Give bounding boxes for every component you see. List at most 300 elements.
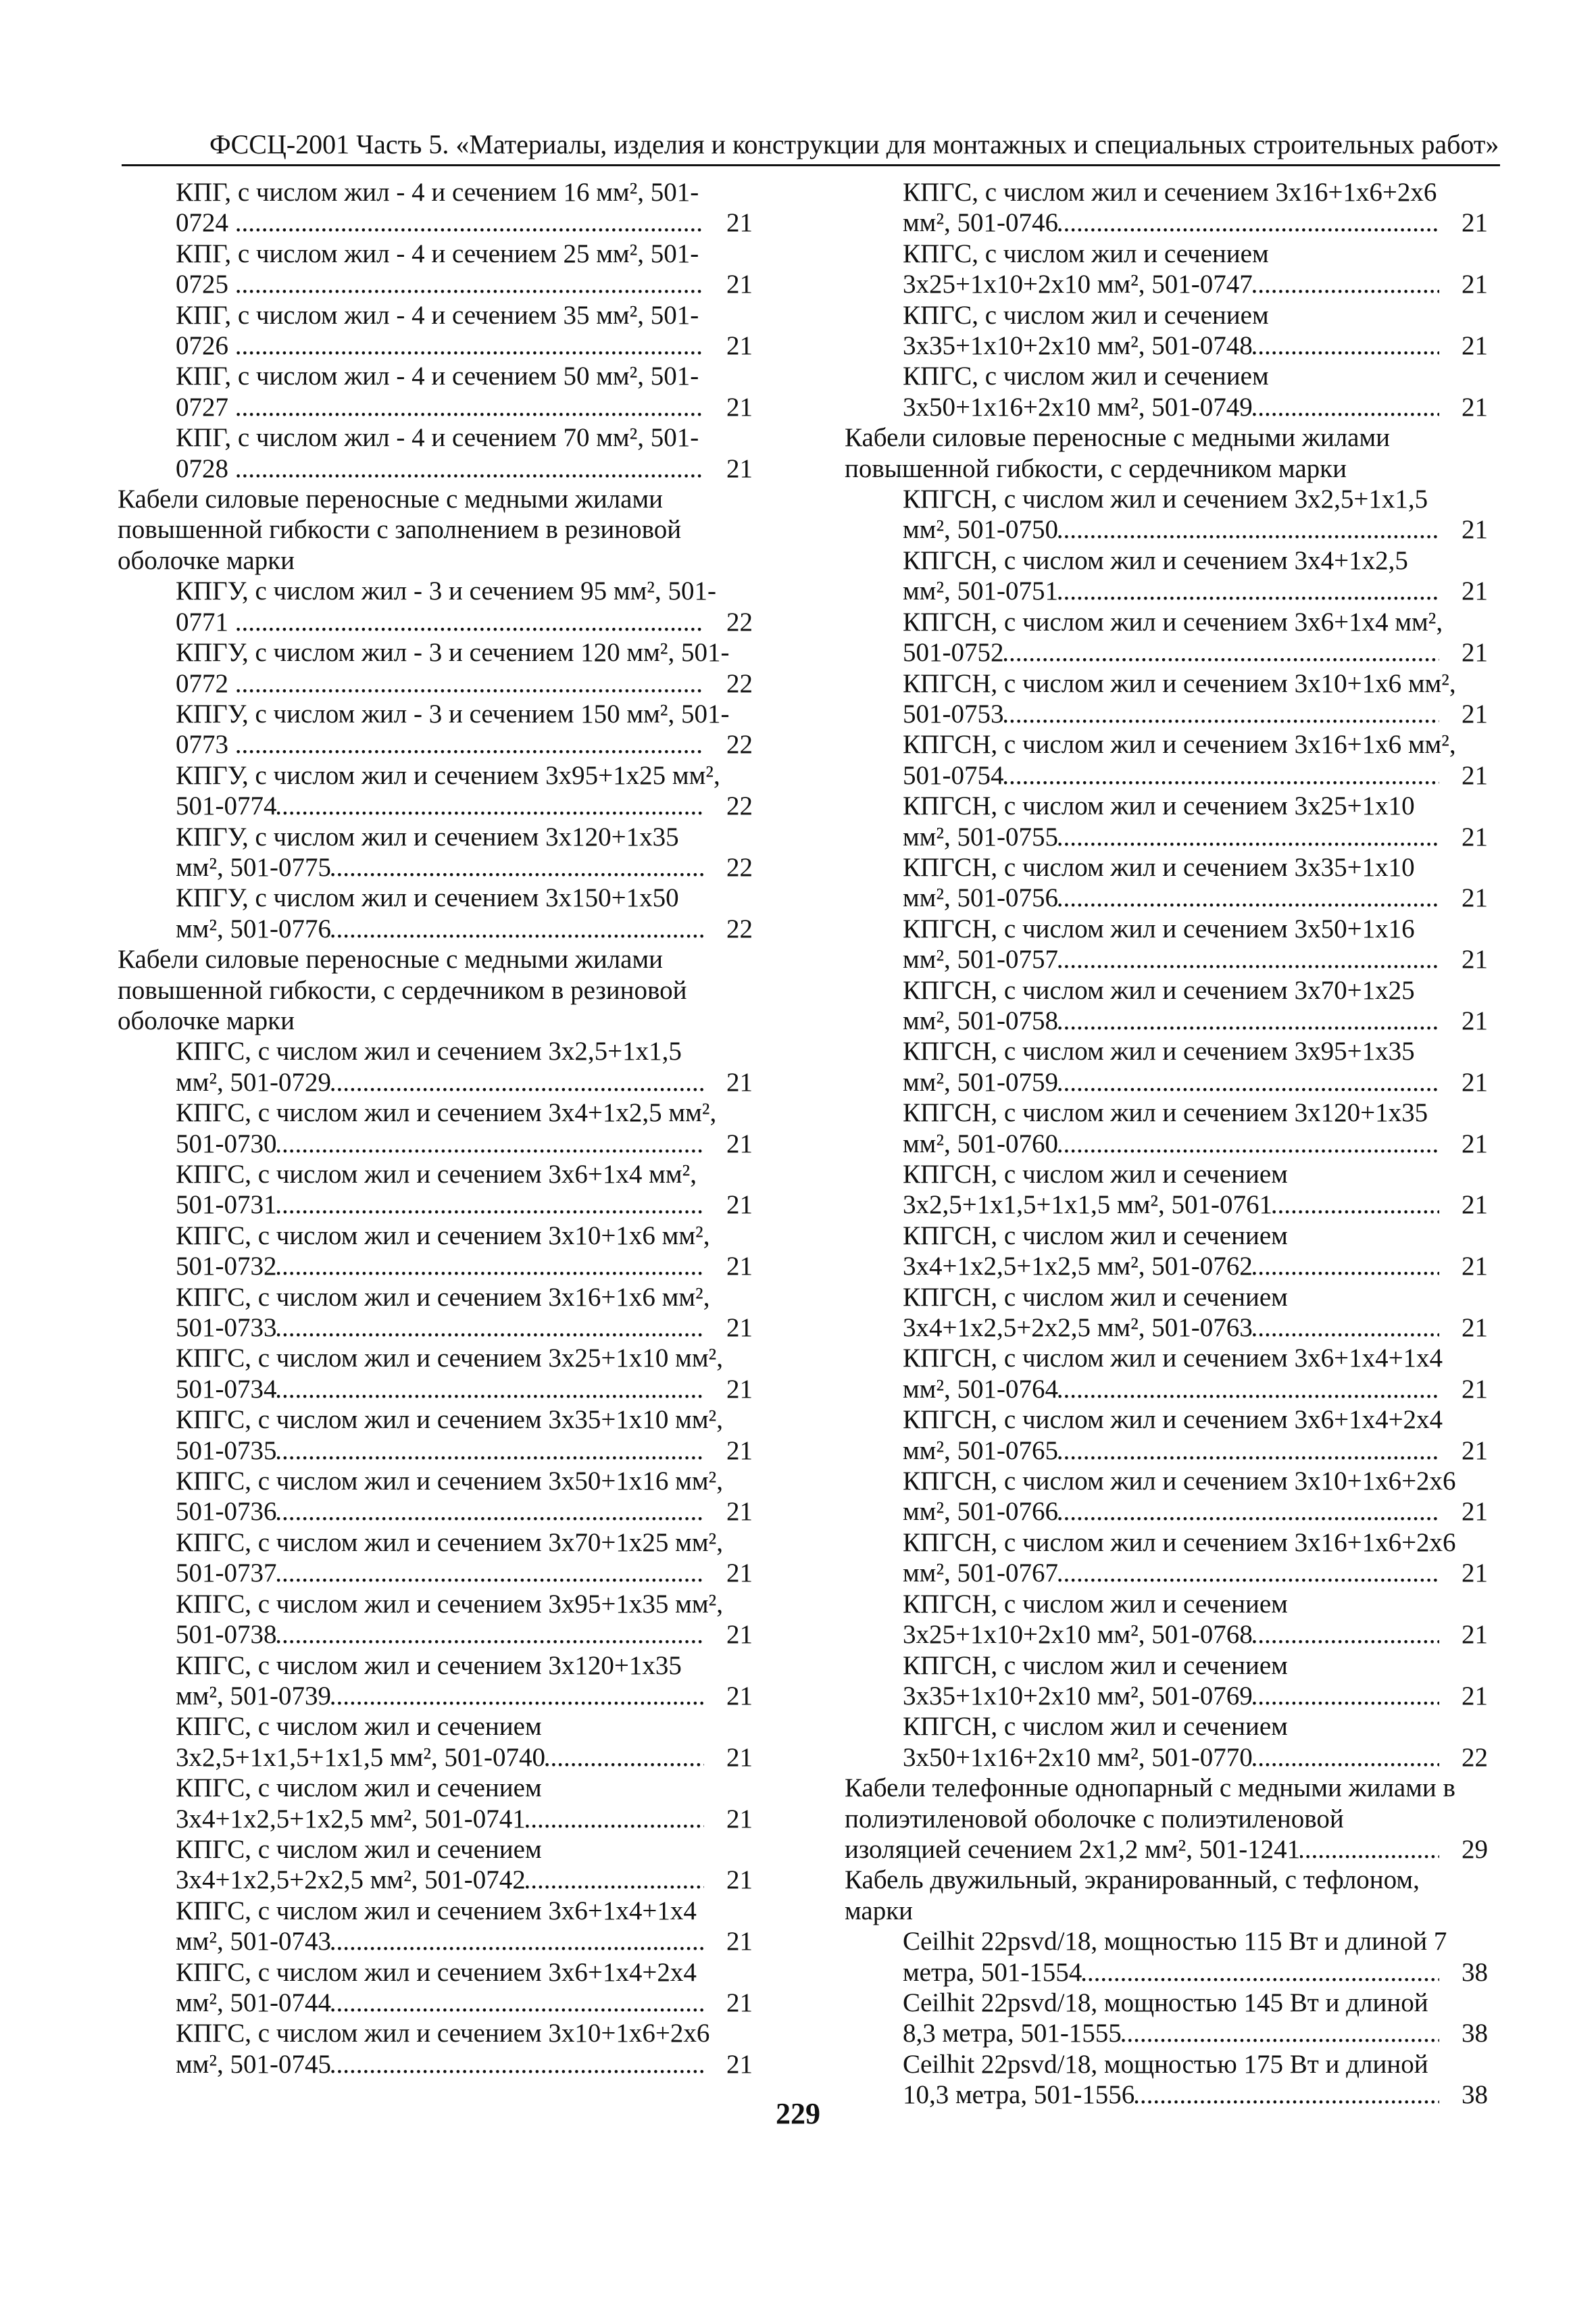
entry-text-line: КПГ, с числом жил - 4 и сечением 16 мм², 501-: [176, 178, 699, 207]
entry-text-line: КПГСН, с числом жил и сечением 3x16+1x6+2x6: [903, 1527, 1456, 1557]
entry-leader-line: [903, 1189, 1439, 1220]
entry-code: 3x35+1x10+2x10 мм², 501-0748: [903, 331, 1253, 361]
entry-leader-line: [903, 330, 1439, 361]
entry-leader-line: [903, 944, 1439, 975]
entry-leader-line: [903, 269, 1439, 299]
entry-text-line: КПГСН, с числом жил и сечением 3x10+1x6 мм²,: [903, 668, 1456, 698]
dot-leader: [236, 269, 704, 299]
index-entry: [118, 1036, 753, 1098]
entry-leader-line: [176, 1804, 704, 1834]
entry-page-ref: 21: [726, 453, 753, 483]
entry-page-ref: 22: [726, 607, 753, 637]
entry-page-ref: 21: [726, 392, 753, 422]
dot-leader: [1253, 1312, 1439, 1343]
entry-text-line: КПГУ, с числом жил и сечением 3x95+1x25 мм²,: [176, 760, 720, 790]
entry-page-ref: 21: [726, 1558, 753, 1588]
entry-code: мм², 501-0750: [903, 515, 1059, 545]
entry-text-line: КПГСН, с числом жил и сечением: [903, 1221, 1288, 1250]
entry-leader-line: [176, 791, 704, 821]
entry-leader-line: [903, 1006, 1439, 1036]
index-entry: [845, 1343, 1488, 1404]
entry-text-line: КПГСН, с числом жил и сечением 3x50+1x16: [903, 914, 1415, 943]
entry-text-line: КПГС, с числом жил и сечением 3x35+1x10 мм²,: [176, 1405, 723, 1435]
entry-text-line: КПГСН, с числом жил и сечением: [903, 1712, 1288, 1742]
entry-page-ref: 21: [1462, 1558, 1488, 1588]
entry-page-ref: 21: [1462, 638, 1488, 668]
index-entry: [118, 361, 753, 422]
entry-page-ref: 38: [1462, 2080, 1488, 2110]
entry-leader-line: [176, 1189, 704, 1220]
index-entry: [845, 300, 1488, 362]
index-entry: [845, 1221, 1488, 1282]
entry-page-ref: 21: [1462, 1067, 1488, 1097]
entry-text-line: КПГС, с числом жил и сечением 3x6+1x4+2x4: [176, 1957, 697, 1987]
index-entry: [845, 1650, 1488, 1712]
dot-leader: [1058, 1067, 1439, 1098]
entry-page-ref: 21: [1462, 392, 1488, 422]
entry-leader-line: [903, 1957, 1439, 1988]
entry-text-line: КПГС, с числом жил и сечением: [903, 300, 1269, 330]
entry-text-line: КПГС, с числом жил и сечением 3x2,5+1x1,5: [176, 1037, 682, 1066]
entry-text-line: КПГСН, с числом жил и сечением 3x4+1x2,5: [903, 545, 1408, 575]
dot-leader: [236, 668, 704, 699]
index-entry: [118, 822, 753, 883]
dot-leader: [1272, 1189, 1439, 1220]
dot-leader: [1058, 822, 1439, 852]
dot-leader: [236, 453, 704, 484]
entry-text-line: оболочке марки: [118, 545, 295, 575]
entry-leader-line: 0725 .....: [236, 269, 704, 299]
entry-text-line: КПГСН, с числом жил и сечением 3x6+1x4+1x4: [903, 1344, 1443, 1373]
dot-leader: [277, 1374, 705, 1404]
entry-leader-line: [176, 1312, 704, 1343]
index-entry: [118, 1466, 753, 1527]
entry-text-line: оболочке марки: [118, 1006, 295, 1035]
entry-page-ref: 22: [726, 668, 753, 698]
entry-text-line: КПГС, с числом жил и сечением 3x70+1x25 мм²,: [176, 1527, 723, 1557]
dot-leader: [1058, 883, 1439, 913]
entry-leader-line: [903, 699, 1439, 729]
entry-code: мм², 501-0760: [903, 1129, 1059, 1158]
entry-page-ref: 22: [726, 791, 753, 821]
entry-text-line: КПГСН, с числом жил и сечением 3x35+1x10: [903, 852, 1415, 882]
entry-code: метра, 501-1554: [903, 1957, 1082, 1987]
entry-page-ref: 21: [726, 208, 753, 238]
index-entry: [118, 1896, 753, 1957]
index-entry: [118, 300, 753, 362]
entry-code: 501-0774: [176, 791, 277, 821]
entry-code: 3x4+1x2,5+1x2,5 мм², 501-0762: [903, 1252, 1253, 1281]
dot-leader: [1058, 1435, 1439, 1466]
index-entry: [845, 975, 1488, 1037]
entry-text-line: КПГС, с числом жил и сечением: [903, 239, 1269, 268]
entry-code: мм², 501-0744: [176, 1988, 332, 2017]
index-entry: [845, 545, 1488, 607]
entry-page-ref: 22: [1462, 1742, 1488, 1772]
entry-leader-line: [903, 822, 1439, 852]
dot-leader: [1253, 1619, 1439, 1650]
dot-leader: [236, 207, 704, 238]
dot-leader: [1058, 1496, 1439, 1527]
entry-text-line: КПГСН, с числом жил и сечением: [903, 1282, 1288, 1312]
entry-text-line: КПГ, с числом жил - 4 и сечением 35 мм², 501-: [176, 300, 699, 330]
entry-page-ref: 21: [1462, 883, 1488, 913]
entry-text-line: КПГСН, с числом жил и сечением 3x95+1x35: [903, 1037, 1415, 1066]
index-category: [845, 1865, 1488, 1926]
index-entry: [118, 576, 753, 637]
entry-code: мм², 501-0746: [903, 208, 1059, 238]
running-header: [122, 107, 1500, 166]
index-entry: [845, 361, 1488, 422]
dot-leader: [277, 1312, 705, 1343]
dot-leader: [1253, 1742, 1439, 1773]
dot-leader: [1058, 944, 1439, 975]
dot-leader: [236, 607, 704, 637]
dot-leader: [526, 1865, 704, 1895]
entry-code: 3x35+1x10+2x10 мм², 501-0769: [903, 1681, 1253, 1710]
entry-code: 8,3 метра, 501-1555: [903, 2019, 1122, 2048]
entry-leader-line: [176, 1435, 704, 1466]
entry-text-line: КПГС, с числом жил и сечением 3x120+1x35: [176, 1650, 682, 1680]
dot-leader: [1058, 514, 1439, 545]
dot-leader: [236, 729, 704, 760]
dot-leader: [1253, 392, 1439, 422]
entry-text-line: КПГ, с числом жил - 4 и сечением 70 мм², 501-: [176, 423, 699, 453]
dot-leader: [1082, 1957, 1439, 1988]
index-entry: [845, 729, 1488, 791]
entry-text-line: повышенной гибкости с заполнением в резиновой: [118, 515, 682, 545]
index-column-left: [118, 177, 753, 2079]
entry-page-ref: 21: [726, 1497, 753, 1527]
index-entry: [118, 1159, 753, 1221]
entry-leader-line: [903, 514, 1439, 545]
entry-text-line: Ceilhit 22psvd/18, мощностью 175 Вт и длиной: [903, 2049, 1428, 2079]
entry-leader-line: 0727 .....: [236, 392, 704, 422]
entry-text-line: КПГС, с числом жил и сечением 3x10+1x6 мм²,: [176, 1221, 710, 1250]
entry-page-ref: 21: [726, 1190, 753, 1220]
dot-leader: [545, 1742, 704, 1773]
entry-code: 3x4+1x2,5+1x2,5 мм², 501-0741: [176, 1804, 526, 1833]
entry-code: мм², 501-0775: [176, 852, 332, 882]
entry-code: 501-0754: [903, 760, 1004, 790]
index-entry: [845, 1036, 1488, 1098]
entry-page-ref: 38: [1462, 1957, 1488, 1987]
entry-page-ref: 21: [1462, 515, 1488, 545]
entry-text-line: КПГС, с числом жил и сечением 3x95+1x35 мм²,: [176, 1589, 723, 1619]
entry-page-ref: 21: [726, 1742, 753, 1772]
entry-page-ref: 21: [1462, 1681, 1488, 1710]
dot-leader: [277, 1251, 705, 1281]
entry-text-line: КПГСН, с числом жил и сечением 3x25+1x10: [903, 791, 1415, 821]
entry-text-line: КПГСН, с числом жил и сечением 3x16+1x6 мм²,: [903, 730, 1456, 760]
entry-text-line: Кабели телефонные однопарный с медными жилами в: [845, 1773, 1455, 1803]
entry-leader-line: [176, 1129, 704, 1159]
entry-page-ref: 21: [726, 1067, 753, 1097]
index-entry: [845, 1589, 1488, 1650]
entry-leader-line: [176, 914, 704, 944]
index-entry: [845, 668, 1488, 730]
entry-code: мм², 501-0765: [903, 1435, 1059, 1465]
entry-code: 501-0752: [903, 638, 1004, 668]
entry-page-ref: 21: [1462, 576, 1488, 606]
index-entry: [845, 484, 1488, 545]
entry-leader-line: [903, 1558, 1439, 1588]
entry-text-line: повышенной гибкости, с сердечником марки: [845, 453, 1347, 483]
entry-page-ref: 21: [1462, 331, 1488, 361]
index-category: [845, 1773, 1488, 1865]
entry-code: 3x25+1x10+2x10 мм², 501-0768: [903, 1620, 1253, 1650]
dot-leader: [526, 1804, 704, 1834]
dot-leader: [277, 1435, 705, 1466]
entry-code: 10,3 метра, 501-1556: [903, 2080, 1135, 2110]
index-entry: [118, 699, 753, 760]
entry-page-ref: 21: [726, 2049, 753, 2079]
dot-leader: [277, 1558, 705, 1588]
entry-text-line: КПГСН, с числом жил и сечением: [903, 1650, 1288, 1680]
entry-code: 3x25+1x10+2x10 мм², 501-0747: [903, 270, 1253, 299]
entry-code: мм², 501-0766: [903, 1497, 1059, 1527]
entry-text-line: Кабели силовые переносные с медными жилами: [118, 485, 664, 514]
entry-text-line: Кабели силовые переносные с медными жилами: [118, 945, 664, 975]
index-entry: [845, 1098, 1488, 1159]
entry-text-line: КПГС, с числом жил и сечением: [176, 1834, 542, 1864]
entry-text-line: марки: [845, 1896, 914, 1925]
entry-leader-line: [176, 1988, 704, 2018]
entry-text-line: КПГ, с числом жил - 4 и сечением 25 мм², 501-: [176, 239, 699, 268]
entry-leader-line: [903, 207, 1439, 238]
entry-page-ref: 21: [726, 1252, 753, 1281]
dot-leader: [1058, 1374, 1439, 1404]
entry-code: мм², 501-0767: [903, 1558, 1059, 1588]
entry-leader-line: [903, 2018, 1439, 2048]
index-entry: [845, 791, 1488, 852]
index-entry: [845, 1926, 1488, 1988]
entry-text-line: КПГСН, с числом жил и сечением 3x6+1x4 мм²,: [903, 607, 1443, 637]
entry-page-ref: 22: [726, 852, 753, 882]
index-entry: [845, 177, 1488, 239]
entry-leader-line: [176, 1374, 704, 1404]
index-entry: [118, 1957, 753, 2019]
entry-text-line: повышенной гибкости, с сердечником в резиновой: [118, 975, 687, 1005]
entry-text-line: Ceilhit 22psvd/18, мощностью 145 Вт и длиной: [903, 1988, 1428, 2017]
entry-code: мм², 501-0758: [903, 1006, 1059, 1035]
entry-leader-line: 0771 .....: [236, 607, 704, 637]
entry-code: мм², 501-0739: [176, 1681, 332, 1710]
dot-leader: [331, 1681, 704, 1711]
dot-leader: [1253, 1251, 1439, 1281]
index-entry: [118, 177, 753, 239]
entry-page-ref: 21: [726, 1620, 753, 1650]
entry-page-ref: 21: [1462, 1190, 1488, 1220]
dot-leader: [331, 852, 704, 883]
entry-text-line: КПГУ, с числом жил и сечением 3x150+1x50: [176, 883, 679, 913]
entry-text-line: КПГУ, с числом жил и сечением 3x120+1x35: [176, 822, 679, 852]
index-category: [118, 484, 753, 576]
dot-leader: [331, 1067, 704, 1098]
entry-page-ref: 21: [1462, 1497, 1488, 1527]
index-entry: [845, 1159, 1488, 1221]
entry-text-line: КПГС, с числом жил и сечением 3x50+1x16 мм²,: [176, 1467, 723, 1496]
entry-text-line: КПГС, с числом жил и сечением: [176, 1712, 542, 1742]
index-entry: [845, 1282, 1488, 1344]
entry-page-ref: 21: [1462, 699, 1488, 729]
entry-page-ref: 21: [726, 1865, 753, 1895]
entry-text-line: Кабели силовые переносные с медными жилами: [845, 423, 1391, 453]
index-entry: [118, 1221, 753, 1282]
dot-leader: [236, 330, 704, 361]
entry-leader-line: [176, 2049, 704, 2079]
dot-leader: [1058, 1129, 1439, 1159]
entry-leader-line: [903, 1129, 1439, 1159]
entry-text-line: КПГС, с числом жил и сечением: [176, 1773, 542, 1803]
entry-leader-line: [176, 1926, 704, 1956]
entry-text-line: КПГС, с числом жил и сечением 3x6+1x4 мм²,: [176, 1160, 697, 1189]
index-entry: [845, 607, 1488, 668]
entry-page-ref: 21: [1462, 270, 1488, 299]
entry-code: 501-0736: [176, 1497, 277, 1527]
entry-leader-line: [176, 1558, 704, 1588]
entry-code: 501-0734: [176, 1374, 277, 1404]
entry-page-ref: 21: [726, 270, 753, 299]
entry-leader-line: [176, 1251, 704, 1281]
dot-leader: [277, 1189, 705, 1220]
entry-text-line: КПГС, с числом жил и сечением 3x4+1x2,5 мм²,: [176, 1098, 717, 1128]
entry-code: мм², 501-0729: [176, 1067, 332, 1097]
dot-leader: [1004, 699, 1440, 729]
entry-leader-line: [903, 1251, 1439, 1281]
dot-leader: [1004, 760, 1440, 791]
entry-page-ref: 21: [726, 1988, 753, 2017]
dot-leader: [1058, 576, 1439, 606]
index-entry: [845, 1711, 1488, 1773]
entry-text-line: КПГСН, с числом жил и сечением 3x120+1x35: [903, 1098, 1428, 1128]
entry-leader-line: [176, 1865, 704, 1895]
entry-leader-line: [176, 1067, 704, 1098]
entry-leader-line: [903, 1496, 1439, 1527]
dot-leader: [1058, 1558, 1439, 1588]
entry-page-ref: 21: [1462, 1129, 1488, 1158]
entry-text-line: КПГСН, с числом жил и сечением: [903, 1589, 1288, 1619]
entry-code: мм², 501-0756: [903, 883, 1059, 913]
entry-page-ref: 21: [726, 331, 753, 361]
dot-leader: [277, 1129, 705, 1159]
entry-page-ref: 21: [726, 1313, 753, 1343]
entry-leader-line: [845, 1834, 1439, 1865]
dot-leader: [1253, 330, 1439, 361]
entry-page-ref: 21: [726, 1374, 753, 1404]
dot-leader: [1004, 637, 1440, 668]
dot-leader: [1058, 1006, 1439, 1036]
entry-page-ref: 22: [726, 730, 753, 760]
index-entry: [118, 1527, 753, 1589]
entry-page-ref: 21: [1462, 1435, 1488, 1465]
dot-leader: [331, 1926, 704, 1956]
entry-leader-line: [903, 1681, 1439, 1711]
index-category: [118, 944, 753, 1036]
entry-page-ref: 21: [1462, 760, 1488, 790]
entry-code: 3x50+1x16+2x10 мм², 501-0749: [903, 392, 1253, 422]
index-entry: [845, 239, 1488, 300]
entry-code: 501-0738: [176, 1620, 277, 1650]
index-entry: [118, 422, 753, 484]
entry-text-line: Кабель двужильный, экранированный, с тефлоном,: [845, 1865, 1420, 1895]
entry-text-line: КПГС, с числом жил и сечением 3x10+1x6+2x6: [176, 2019, 710, 2048]
index-entry: [118, 1773, 753, 1834]
index-entry: [118, 1098, 753, 1159]
entry-page-ref: 21: [726, 1435, 753, 1465]
dot-leader: [277, 1619, 705, 1650]
entry-text-line: КПГУ, с числом жил - 3 и сечением 95 мм², 501-: [176, 576, 716, 606]
entry-page-ref: 21: [726, 1804, 753, 1833]
index-category: [845, 422, 1488, 484]
index-entry: [118, 2018, 753, 2079]
entry-leader-line: 0773 .....: [236, 729, 704, 760]
entry-leader-line: 0728 .....: [236, 453, 704, 484]
entry-page-ref: 21: [1462, 1313, 1488, 1343]
entry-text-line: КПГС, с числом жил и сечением 3x25+1x10 мм²,: [176, 1344, 723, 1373]
entry-text-line: КПГС, с числом жил и сечением 3x16+1x6 мм²,: [176, 1282, 710, 1312]
entry-code: 3x4+1x2,5+2x2,5 мм², 501-0742: [176, 1865, 526, 1895]
entry-text-line: полиэтиленовой оболочке с полиэтиленовой: [845, 1804, 1344, 1833]
entry-leader-line: [903, 1619, 1439, 1650]
entry-code: 501-0730: [176, 1129, 277, 1158]
entry-page-ref: 21: [1462, 1620, 1488, 1650]
header-title: ФССЦ-2001 Часть 5. «Материалы, изделия и конструкции для монтажных и специальных строительных работ»: [209, 129, 1499, 159]
entry-leader-line: [903, 637, 1439, 668]
entry-leader-line: [903, 1742, 1439, 1773]
entry-page-ref: 21: [1462, 1006, 1488, 1035]
dot-leader: [1253, 1681, 1439, 1711]
entry-text-line: КПГСН, с числом жил и сечением 3x2,5+1x1,5: [903, 485, 1428, 514]
entry-leader-line: [903, 760, 1439, 791]
entry-page-ref: 21: [1462, 1252, 1488, 1281]
entry-code: 501-0732: [176, 1252, 277, 1281]
entry-page-ref: 21: [1462, 208, 1488, 238]
dot-leader: [1058, 207, 1439, 238]
entry-page-ref: 21: [726, 1681, 753, 1710]
entry-code: мм², 501-0751: [903, 576, 1059, 606]
index-entry: [118, 1711, 753, 1773]
entry-page-ref: 22: [726, 914, 753, 943]
entry-page-ref: 21: [1462, 1374, 1488, 1404]
entry-leader-line: [903, 883, 1439, 913]
entry-page-ref: 21: [1462, 945, 1488, 975]
entry-page-ref: 29: [1462, 1834, 1488, 1864]
entry-code: мм², 501-0764: [903, 1374, 1059, 1404]
entry-code: 501-0733: [176, 1313, 277, 1343]
entry-leader-line: [903, 1374, 1439, 1404]
entry-leader-line: 0724 .....: [236, 207, 704, 238]
entry-code: 501-0737: [176, 1558, 277, 1588]
index-entry: [118, 637, 753, 699]
entry-leader-line: [903, 576, 1439, 606]
index-entry: [845, 1988, 1488, 2049]
index-entry: [118, 1589, 753, 1650]
index-column-right: [845, 177, 1488, 2111]
entry-code: 3x2,5+1x1,5+1x1,5 мм², 501-0761: [903, 1190, 1273, 1220]
index-entry: [118, 1404, 753, 1466]
entry-leader-line: [903, 392, 1439, 422]
entry-leader-line: [176, 852, 704, 883]
index-entry: [118, 1282, 753, 1344]
dot-leader: [277, 1496, 705, 1527]
entry-page-ref: 38: [1462, 2019, 1488, 2048]
dot-leader: [331, 1988, 704, 2018]
entry-text-line: Ceilhit 22psvd/18, мощностью 115 Вт и длиной 7: [903, 1927, 1447, 1956]
dot-leader: [1253, 269, 1439, 299]
dot-leader: [236, 392, 704, 422]
entry-code: 3x4+1x2,5+2x2,5 мм², 501-0763: [903, 1313, 1253, 1343]
